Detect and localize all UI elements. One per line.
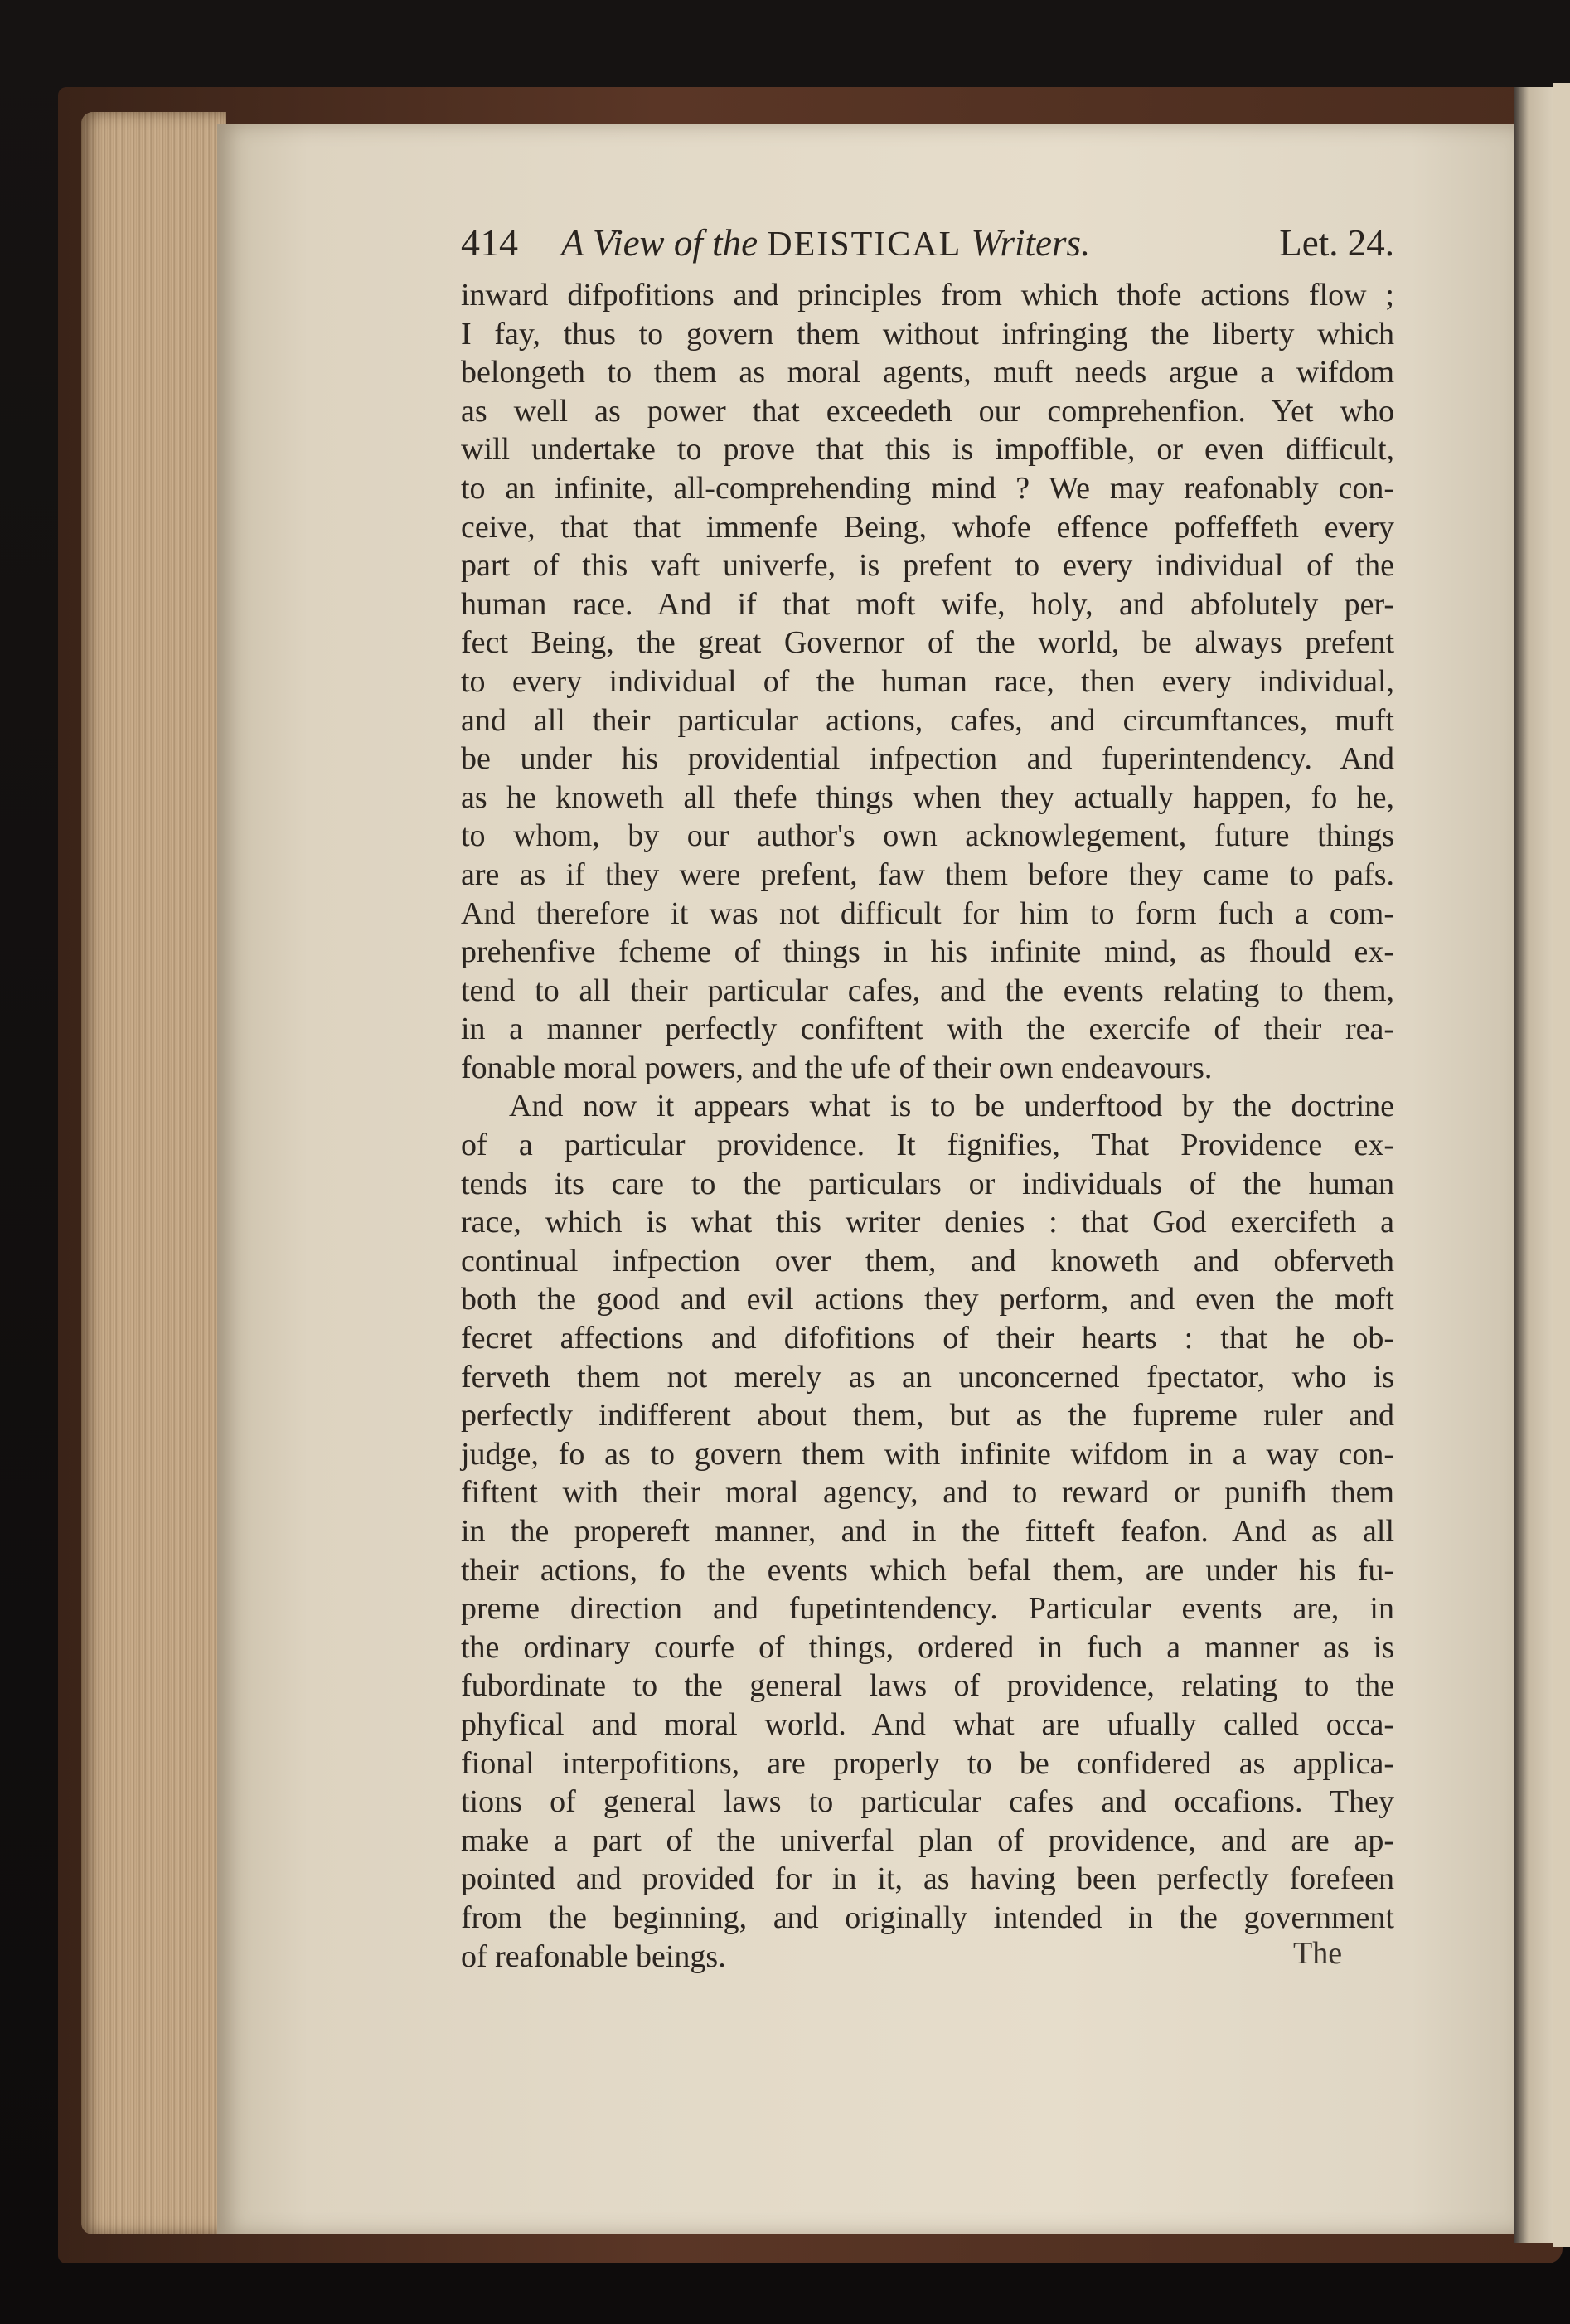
text-line: tends its care to the particulars or individuals of the human [461, 1166, 1394, 1201]
text-line: prehenfive fcheme of things in his infinite mind, as fhould ex- [461, 934, 1394, 970]
text-line: perfectly indifferent about them, but as the fupreme ruler and [461, 1398, 1394, 1434]
text-line: tions of general laws to particular cafes and occafions. They [461, 1784, 1394, 1820]
page-edges [81, 112, 226, 2234]
text-line: and all their particular actions, cafes, and circumftances, muft [461, 702, 1394, 738]
text-line: of reafonable beings. [461, 1938, 726, 1974]
text-line: race, which is what this writer denies : that God exercifeth a [461, 1205, 1394, 1240]
text-line: are as if they were prefent, faw them before they came to pafs. [461, 856, 1394, 892]
body-text [461, 276, 1394, 1976]
text-line: be under his providential infpection and fuperintendency. And [461, 741, 1394, 777]
text-line: as he knoweth all thefe things when they actually happen, fo he, [461, 779, 1394, 815]
running-title [561, 217, 1090, 270]
paragraph-2 [461, 1087, 1394, 1976]
text-line: And therefore it was not difficult for him to form fuch a com- [461, 895, 1394, 931]
text-line: phyfical and moral world. And what are ufually called occa- [461, 1706, 1394, 1742]
letter-reference: Let. 24. [1279, 222, 1394, 264]
text-line: tend to all their particular cafes, and the events relating to them, [461, 973, 1394, 1008]
text-line: belongeth to them as moral agents, muft needs argue a wifdom [461, 355, 1394, 391]
text-line: make a part of the univerfal plan of providence, and are ap- [461, 1822, 1394, 1858]
text-line: part of this vaft univerfe, is prefent to every individual of the [461, 548, 1394, 584]
text-line: in the propereft manner, and in the fitteft feafon. And as all [461, 1514, 1394, 1549]
text-line: fubordinate to the general laws of providence, relating to the [461, 1668, 1394, 1704]
page-number: 414 [461, 221, 518, 264]
text-line: of a particular providence. It fignifies, That Providence ex- [461, 1128, 1394, 1163]
text-line: judge, fo as to govern them with infinite wifdom in a way con- [461, 1436, 1394, 1472]
text-line: human race. And if that moft wife, holy, and abfolutely per- [461, 586, 1394, 622]
title-caps: DEISTICAL [767, 226, 962, 264]
title-prefix: A View of the [561, 222, 758, 264]
text-line: to an infinite, all-comprehending mind ? We may reafonably con- [461, 470, 1394, 506]
paragraph-1 [461, 276, 1394, 1087]
text-line: fect Being, the great Governor of the world, be always prefent [461, 625, 1394, 661]
text-line: fecret affections and difofitions of their hearts : that he ob- [461, 1321, 1394, 1356]
text-line: the ordinary courfe of things, ordered in fuch a manner as is [461, 1629, 1394, 1665]
text-line: both the good and evil actions they perform, and even the moft [461, 1282, 1394, 1317]
text-line: from the beginning, and originally intended in the government [461, 1899, 1394, 1935]
text-line: ceive, that that immenfe Being, whofe effence poffeffeth every [461, 509, 1394, 545]
text-line: And now it appears what is to be underftood by the doctrine [509, 1089, 1394, 1124]
text-line: inward difpofitions and principles from which thofe actions flow ; [461, 278, 1394, 313]
catchword: The [1293, 1936, 1343, 1971]
text-line: to whom, by our author's own acknowlegement, future things [461, 818, 1394, 854]
text-line: to every individual of the human race, then every individual, [461, 663, 1394, 699]
facing-page-strip [1553, 83, 1570, 2247]
text-line: fiftent with their moral agency, and to reward or punifh them [461, 1475, 1394, 1511]
text-line: fional interpofitions, are properly to be confidered as applica- [461, 1745, 1394, 1781]
text-line: will undertake to prove that this is impoffible, or even difficult, [461, 432, 1394, 468]
text-line: their actions, fo the events which befal them, are under his fu- [461, 1552, 1394, 1588]
text-line: in a manner perfectly confiftent with the exercife of their rea- [461, 1012, 1394, 1047]
title-suffix: Writers. [971, 222, 1091, 264]
text-line: continual infpection over them, and knoweth and obferveth [461, 1243, 1394, 1278]
text-line: ferveth them not merely as an unconcerned fpectator, who is [461, 1359, 1394, 1395]
text-line: fonable moral powers, and the ufe of their own endeavours. [461, 1050, 1213, 1085]
text-line: pointed and provided for in it, as having been perfectly forefeen [461, 1861, 1394, 1897]
text-line: preme direction and fupetintendency. Particular events are, in [461, 1591, 1394, 1627]
text-line: I fay, thus to govern them without infringing the liberty which [461, 316, 1394, 352]
text-line: as well as power that exceedeth our comprehenfion. Yet who [461, 393, 1394, 429]
running-header [461, 217, 1394, 269]
